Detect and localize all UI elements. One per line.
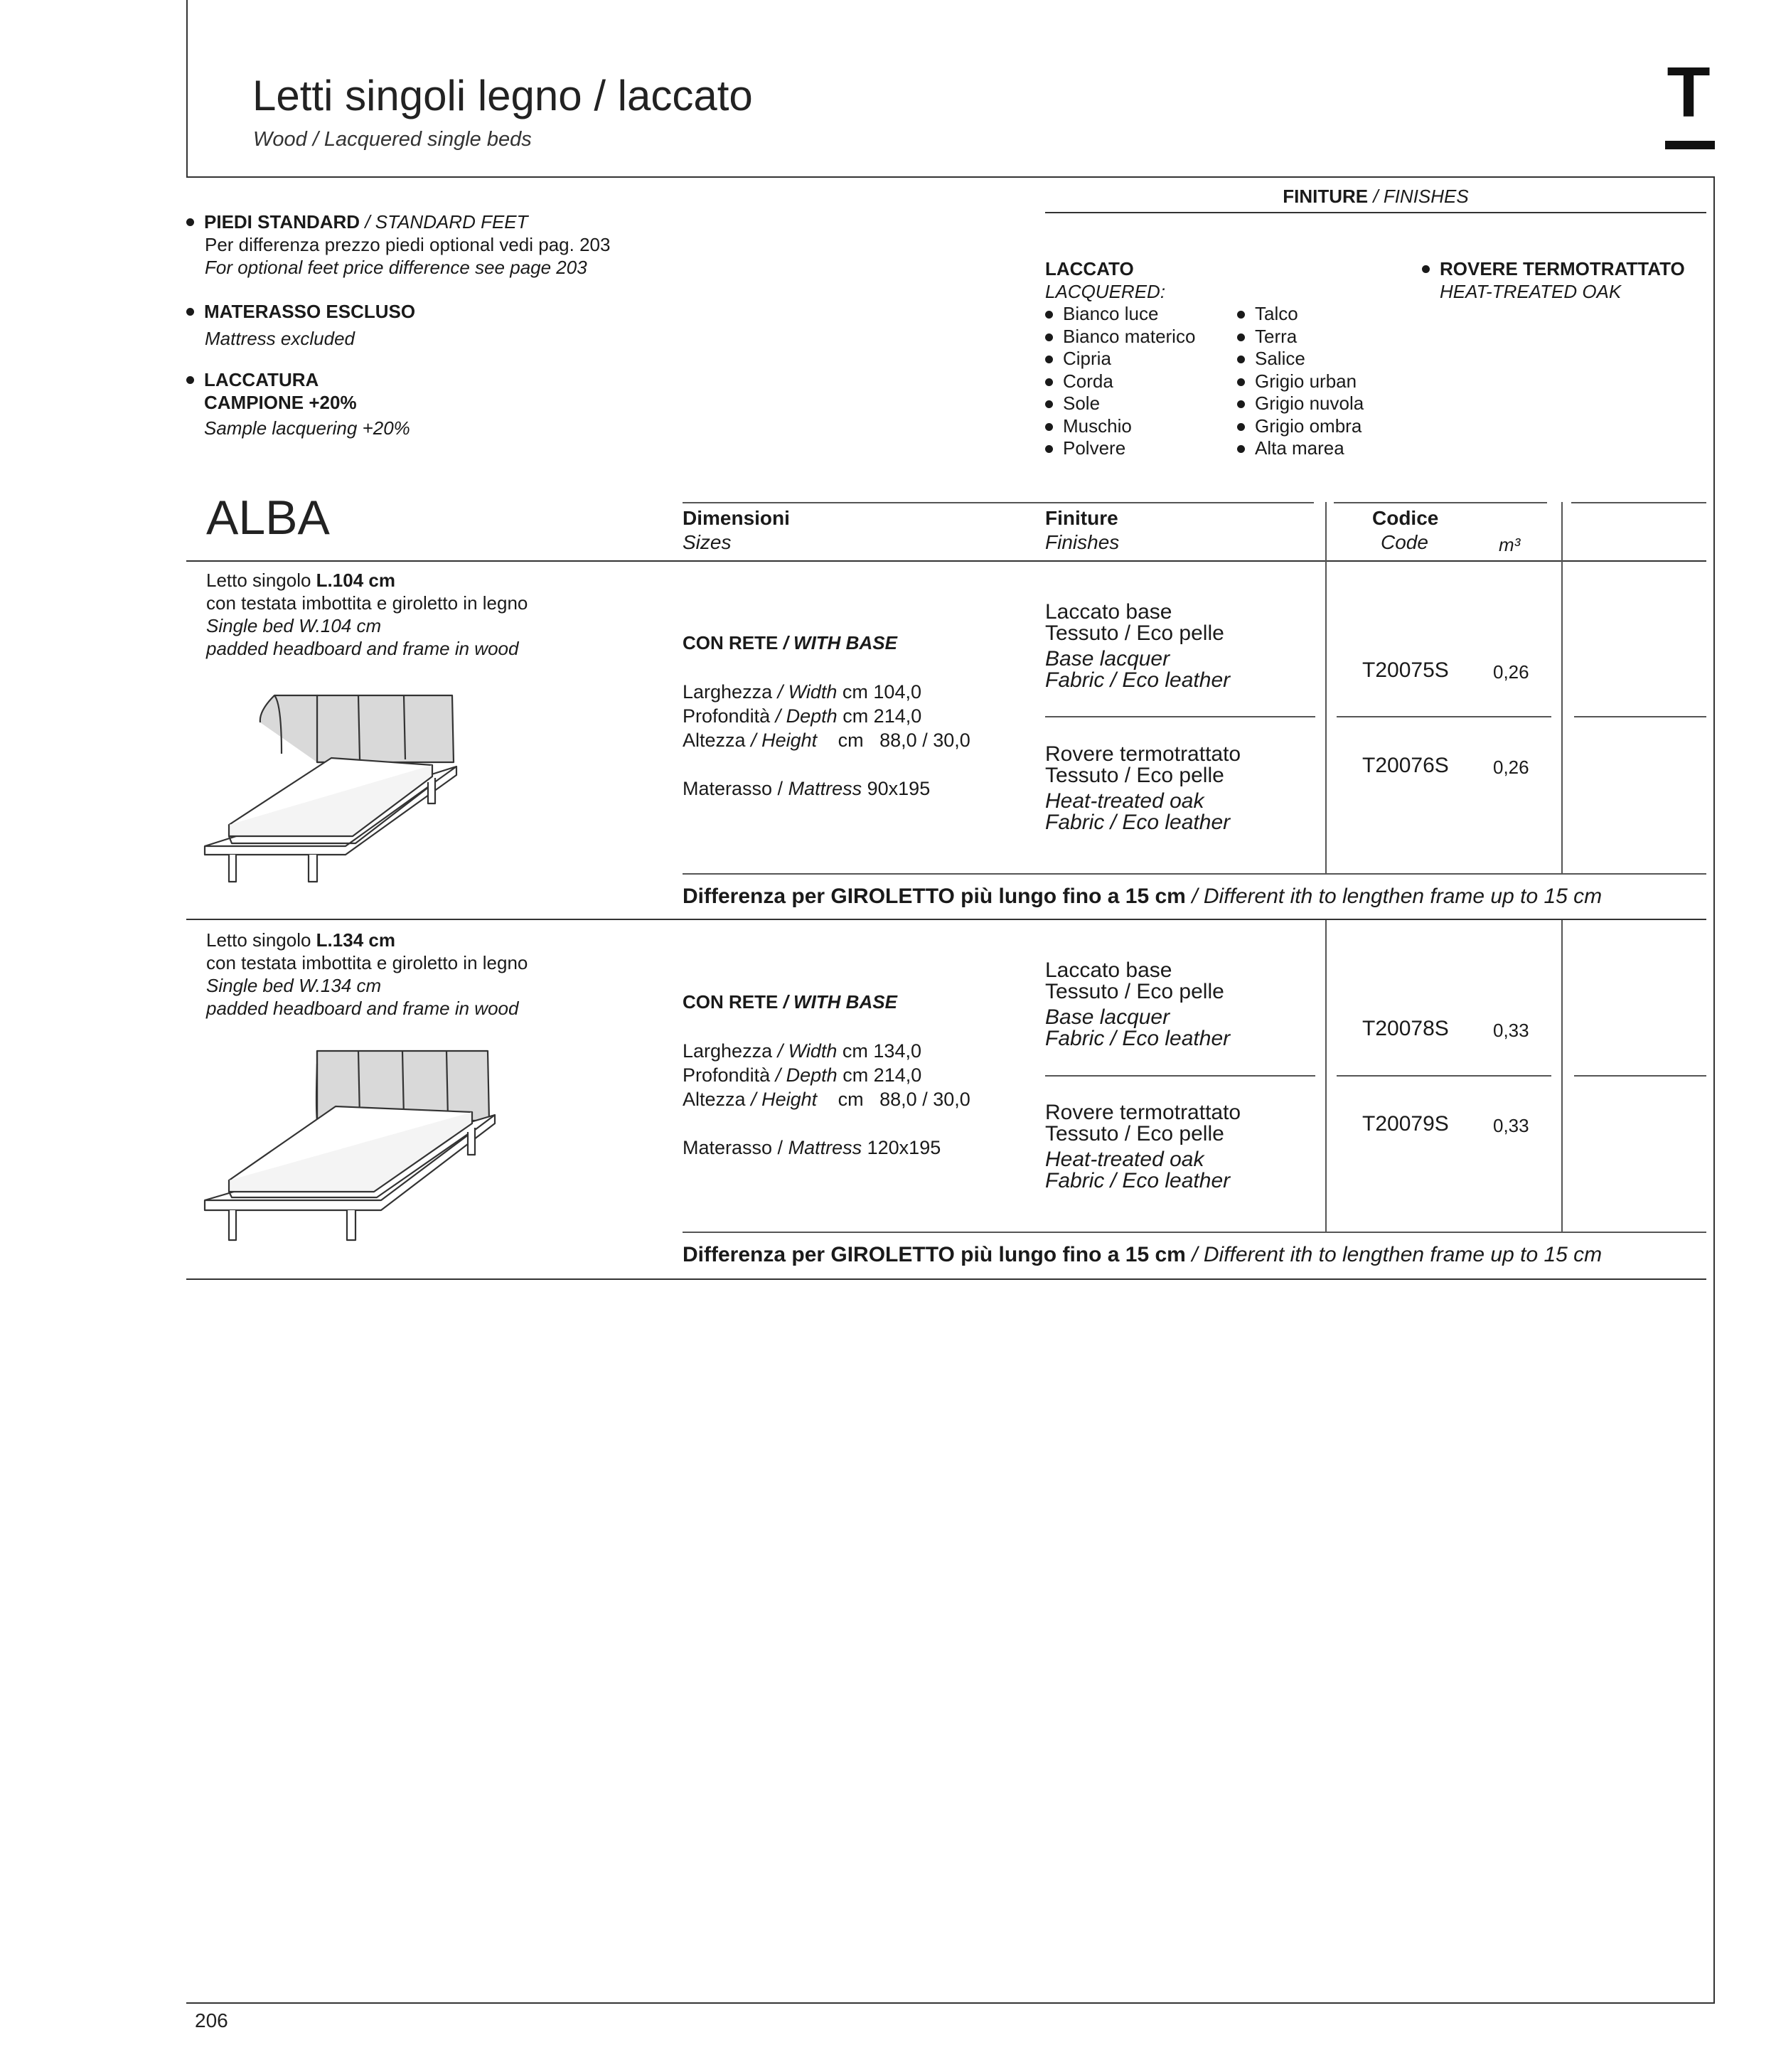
table-top-rule-c — [1571, 502, 1706, 503]
finish-color-item: Terra — [1237, 326, 1364, 348]
row2-mid-rule-b — [1337, 1075, 1551, 1077]
row1-dimensions: Larghezza / Width cm 104,0 Profondità / Depth cm 214,0 Altezza / Height cm 88,0 / 30,0 Materasso / Mattress 90x195 — [683, 681, 970, 799]
row2-bed-drawing — [203, 1050, 502, 1256]
row1-finish-1: Laccato base Tessuto / Eco pelle Base lacquer Fabric / Eco leather — [1045, 600, 1231, 692]
finish-color-item: Corda — [1045, 370, 1195, 393]
note-lacq-title1: LACCATURA — [204, 369, 319, 390]
lacquered-en: LACQUERED: — [1045, 281, 1166, 302]
logo-letter: T — [1667, 53, 1711, 132]
col-header-dimensions: Dimensioni Sizes — [683, 507, 790, 553]
note-lacquering — [186, 368, 684, 439]
finish-color-item: Grigio ombra — [1237, 415, 1364, 438]
row-divider — [186, 919, 1706, 920]
row2-finish-1: Laccato base Tessuto / Eco pelle Base lacquer Fabric / Eco leather — [1045, 958, 1231, 1050]
note-feet-line1: Per differenza prezzo piedi optional vedi pag. 203 — [205, 234, 611, 255]
finishes-header: FINITURE / FINISHES — [1283, 186, 1469, 207]
col-sep-extra — [1561, 502, 1563, 873]
row1-code-2: T20076S — [1362, 754, 1449, 777]
page-title: Letti singoli legno / laccato — [252, 72, 753, 119]
row1-mid-rule-b — [1337, 716, 1551, 717]
row1-base-label: CON RETE / WITH BASE — [683, 632, 897, 653]
row2-dimensions: Larghezza / Width cm 134,0 Profondità / Depth cm 214,0 Altezza / Height cm 88,0 / 30,0 Materasso / Mattress 120x195 — [683, 1040, 970, 1158]
row2-m3-2: 0,33 — [1493, 1115, 1529, 1136]
frame-header-rule — [186, 176, 1715, 178]
logo-underline — [1665, 141, 1715, 149]
finishes-rule — [1045, 212, 1706, 213]
row1-code-1: T20075S — [1362, 658, 1449, 682]
row2-description: Letto singolo L.134 cm con testata imbottita e giroletto in legno Single bed W.134 cm padded headboard and frame in wood — [206, 929, 528, 1019]
table-top-rule-a — [683, 502, 1314, 503]
note-mattress-en: Mattress excluded — [205, 328, 355, 349]
row1-mid-rule-c — [1574, 716, 1706, 717]
note-lacq-en: Sample lacquering +20% — [204, 417, 410, 439]
row1-description: Letto singolo L.104 cm con testata imbottita e giroletto in legno Single bed W.104 cm padded headboard and frame in wood — [206, 570, 528, 659]
finish-color-item: Cipria — [1045, 348, 1195, 370]
lacquered-group — [1045, 257, 1195, 460]
note-feet — [186, 210, 684, 279]
row2-code-1: T20078S — [1362, 1017, 1449, 1040]
finish-color-item: Salice — [1237, 348, 1364, 370]
finish-color-item: Alta marea — [1237, 437, 1364, 460]
row1-mid-rule-a — [1045, 716, 1315, 717]
row2-footer-rule — [683, 1232, 1706, 1233]
col-header-m3: m³ — [1499, 534, 1521, 555]
col-header-code: Codice Code — [1372, 507, 1439, 553]
table-bottom-rule — [186, 1278, 1706, 1280]
table-top-rule-b — [1334, 502, 1547, 503]
row1-footer-rule — [683, 873, 1706, 875]
col-sep-code-2 — [1325, 920, 1327, 1232]
finish-color-item: Bianco materico — [1045, 326, 1195, 348]
note-mattress — [186, 300, 684, 350]
finish-color-item: Talco — [1237, 303, 1364, 326]
row2-mid-rule-c — [1574, 1075, 1706, 1077]
row1-footer-note: Differenza per GIROLETTO più lungo fino a 15 cm / Different ith to lengthen frame up to 15 cm — [683, 885, 1603, 908]
section-logo — [1662, 53, 1715, 151]
col-sep-extra-2 — [1561, 920, 1563, 1232]
row1-finish-2: Rovere termotrattato Tessuto / Eco pelle Heat-treated oak Fabric / Eco leather — [1045, 742, 1241, 834]
lacquered-col2 — [1237, 303, 1364, 460]
frame-left-top — [186, 0, 188, 178]
col-header-finishes: Finiture Finishes — [1045, 507, 1120, 553]
lacquered-col1 — [1045, 303, 1195, 460]
oak-group — [1422, 257, 1685, 303]
page-number: 206 — [195, 2009, 228, 2031]
finish-color-item: Grigio nuvola — [1237, 392, 1364, 415]
finish-color-item: Polvere — [1045, 437, 1195, 460]
page-subtitle: Wood / Lacquered single beds — [253, 128, 532, 151]
finish-color-item: Muschio — [1045, 415, 1195, 438]
oak-en: HEAT-TREATED OAK — [1440, 281, 1622, 302]
frame-bottom-rule — [186, 2002, 1715, 2004]
row2-code-2: T20079S — [1362, 1112, 1449, 1136]
row2-mid-rule-a — [1045, 1075, 1315, 1077]
table-header-rule — [186, 560, 1706, 562]
finish-color-item: Bianco luce — [1045, 303, 1195, 326]
row2-base-label: CON RETE / WITH BASE — [683, 991, 897, 1013]
row2-m3-1: 0,33 — [1493, 1020, 1529, 1041]
finish-color-item: Grigio urban — [1237, 370, 1364, 393]
frame-right — [1713, 176, 1715, 2004]
col-sep-code — [1325, 502, 1327, 873]
note-mattress-title: MATERASSO ESCLUSO — [204, 301, 416, 322]
row1-m3-2: 0,26 — [1493, 757, 1529, 778]
row2-finish-2: Rovere termotrattato Tessuto / Eco pelle Heat-treated oak Fabric / Eco leather — [1045, 1101, 1241, 1192]
product-name: ALBA — [206, 491, 330, 545]
oak-title: ROVERE TERMOTRATTATO — [1440, 258, 1685, 279]
note-lacq-title2: CAMPIONE +20% — [204, 392, 357, 413]
row1-bed-drawing — [203, 690, 466, 896]
row2-footer-note: Differenza per GIROLETTO più lungo fino a 15 cm / Different ith to lengthen frame up to 15 cm — [683, 1243, 1603, 1266]
note-feet-title: PIEDI STANDARD / STANDARD FEET — [204, 211, 528, 233]
lacquered-title: LACCATO — [1045, 258, 1134, 279]
row1-m3-1: 0,26 — [1493, 661, 1529, 683]
note-feet-line2: For optional feet price difference see page 203 — [205, 257, 587, 278]
finish-color-item: Sole — [1045, 392, 1195, 415]
